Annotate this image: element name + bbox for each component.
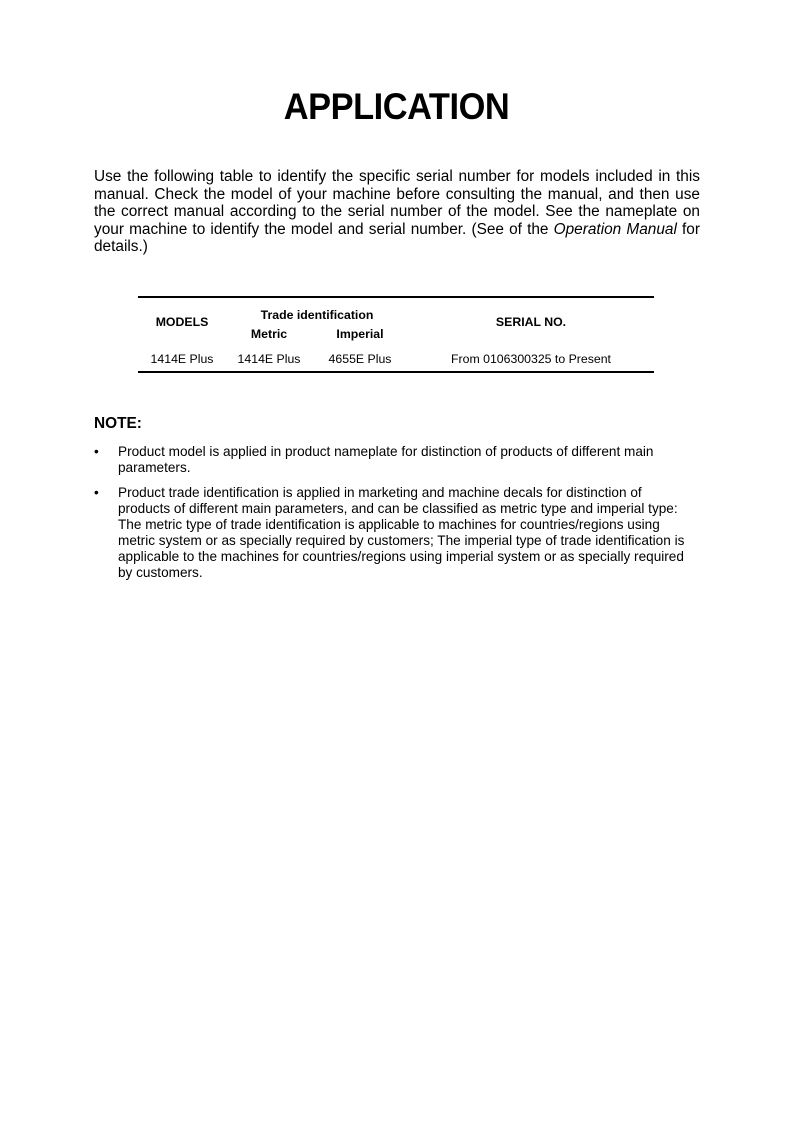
bullet-icon: •	[94, 485, 99, 500]
list-item	[94, 444, 694, 476]
header-imperial: Imperial	[336, 327, 384, 341]
cell-model: 1414E Plus	[150, 351, 214, 366]
header-serial: SERIAL NO.	[495, 315, 567, 329]
cell-serial: From 0106300325 to Present	[451, 351, 611, 366]
note-heading: NOTE:	[94, 415, 142, 432]
header-metric: Metric	[250, 327, 288, 341]
list-item	[94, 485, 694, 581]
serial-number-table-wrapper	[138, 296, 654, 373]
page-title: APPLICATION	[283, 86, 510, 127]
intro-emphasis: Operation Manual	[553, 220, 677, 238]
intro-text-after: for details.)	[94, 220, 700, 256]
cell-imperial: 4655E Plus	[328, 351, 392, 366]
intro-paragraph	[94, 168, 700, 256]
header-models: MODELS	[155, 315, 209, 329]
table-header-row	[138, 297, 654, 322]
note-item-text: Product model is applied in product nameplate for distinction of products of different main parameters.	[118, 444, 654, 475]
note-list	[94, 444, 694, 590]
cell-metric: 1414E Plus	[237, 351, 301, 366]
bullet-icon: •	[94, 444, 99, 459]
note-item-text: Product trade identification is applied in marketing and machine decals for distinction of products of different main parameters, and can be classified as metric type and imperial type: The metric type of trade identification is applicable to machines for countries/regions using metric system or as specially required by customers; The imperial type of trade identification is applicable to the machines for countries/regions using imperial system or as specially required by customers.	[118, 485, 685, 580]
intro-text-before: Use the following table to identify the specific serial number for models included in this manual. Check the model of your machine before consulting the manual, and then use the correct manual according to the serial number of the model. See the nameplate on your machine to identify the model and serial number. (See of the	[94, 168, 700, 238]
header-trade-identification: Trade identification	[260, 308, 374, 322]
table-row	[138, 346, 654, 372]
serial-number-table	[138, 296, 654, 373]
